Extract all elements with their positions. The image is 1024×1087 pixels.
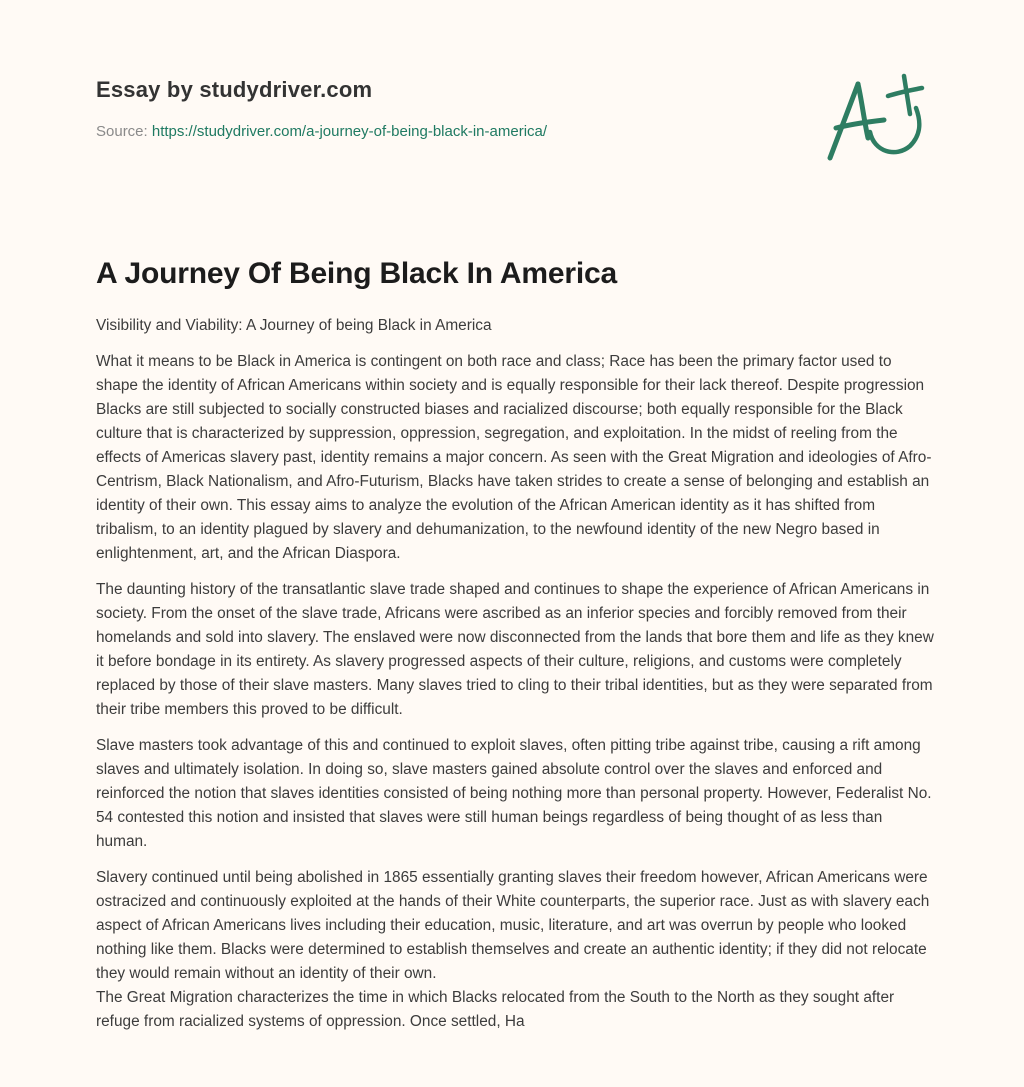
essay-title: A Journey Of Being Black In America [96, 257, 617, 290]
essay-paragraph: The daunting history of the transatlantic slave trade shaped and continues to shape the experience of African Americans in society. From the onset of the slave trade, Africans were ascribed as an inferior species and forcibly removed from their homelands and sold into slavery. The enslaved were now disconnected from the lands that bore them and life as they knew it before bondage in its entirety. As slavery progressed aspects of their culture, religions, and customs were completely replaced by those of their slave masters. Many slaves tried to cling to their tribal identities, but as they were separated from their tribe members this proved to be difficult. [96, 581, 934, 718]
source-link[interactable]: https://studydriver.com/a-journey-of-being-black-in-america/ [151, 123, 548, 140]
page-header [96, 76, 796, 142]
source-label: Source: [96, 123, 148, 140]
essay-paragraph: Slavery continued until being abolished in 1865 essentially granting slaves their freedom however, African Americans were ostracized and continuously exploited at the hands of their White counterparts, the superior race. Just as with slavery each aspect of African Americans lives including their education, music, literature, and art was overrun by people who looked nothing like them. Blacks were determined to establish themselves and create an authentic identity; if they did not relocate they would remain without an identity of their own. [96, 869, 930, 982]
essay-paragraph: What it means to be Black in America is contingent on both race and class; Race has been the primary factor used to shape the identity of African Americans within society and is equally responsible for their lack thereof. Despite progression Blacks are still subjected to socially constructed biases and racialized discourse; both equally responsible for the Black culture that is characterized by suppression, oppression, segregation, and exploitation. In the midst of reeling from the effects of Americas slavery past, identity remains a major concern. As seen with the Great Migration and ideologies of Afro-Centrism, Black Nationalism, and Afro-Futurism, Blacks have taken strides to create a sense of belonging and establish an identity of their own. This essay aims to analyze the evolution of the African American identity as it has shifted from tribalism, to an identity plagued by slavery and dehumanization, to the newfound identity of the new Negro based in enlightenment, art, and the African Diaspora. [96, 353, 932, 562]
essay-paragraph: Slave masters took advantage of this and continued to exploit slaves, often pitting tribe against tribe, causing a rift among slaves and ultimately isolation. In doing so, slave masters gained absolute control over the slaves and enforced and reinforced the notion that slaves identities consisted of being nothing more than personal property. However, Federalist No. 54 contested this notion and insisted that slaves were still human beings regardless of being thought of as less than human. [96, 737, 932, 850]
a-plus-grade-icon [818, 62, 938, 172]
brand-title: Essay by studydriver.com [96, 77, 373, 102]
essay-paragraph: The Great Migration characterizes the time in which Blacks relocated from the South to the North as they sought after refuge from racialized systems of oppression. Once settled, Ha [96, 989, 895, 1030]
essay-subtitle: Visibility and Viability: A Journey of being Black in America [96, 317, 492, 334]
source-line [96, 122, 796, 142]
essay-body [96, 314, 936, 1046]
